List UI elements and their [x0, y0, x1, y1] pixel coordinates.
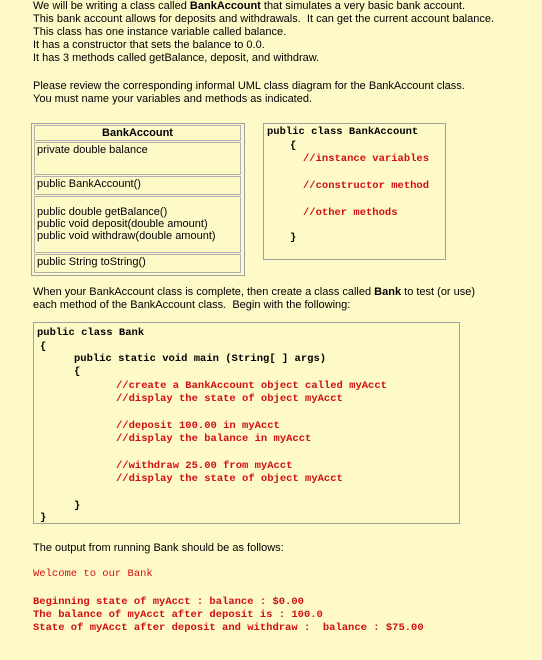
code-close-brace: } — [40, 512, 47, 524]
uml-tostring: public String toString() — [34, 254, 241, 273]
intro-line-4: It has a constructor that sets the balance to 0.0. — [33, 39, 265, 51]
code-main-open-brace: { — [74, 366, 81, 378]
intro-line-1 — [33, 0, 465, 13]
code-comment-instance-vars: //instance variables — [303, 153, 430, 165]
output-line-1: Beginning state of myAcct : balance : $0.00 — [33, 596, 304, 608]
output-line-2: The balance of myAcct after deposit is : 100.0 — [33, 609, 323, 621]
intro-line-5: It has 3 methods called getBalance, deposit, and withdraw. — [33, 52, 320, 64]
code-comment: //withdraw 25.00 from myAcct — [116, 460, 293, 472]
intro-line-2: This bank account allows for deposits and withdrawals. It can get the current account balance. — [33, 13, 495, 25]
code-comment: //deposit 100.00 in myAcct — [116, 420, 280, 432]
uml-constructor: public BankAccount() — [34, 176, 241, 195]
bankaccount-skeleton-code — [263, 123, 446, 260]
uml-class-diagram — [31, 123, 245, 276]
test-text: When your BankAccount class is complete, then create a class called — [33, 286, 375, 298]
uml-variables: private double balance — [34, 142, 241, 175]
uml-methods — [34, 196, 241, 253]
code-comment: //create a BankAccount object called myAcct — [116, 380, 387, 392]
code-comment: //display the state of object myAcct — [116, 473, 343, 485]
code-main-close-brace: } — [74, 500, 81, 512]
intro-line-3: This class has one instance variable called balance. — [33, 26, 287, 38]
code-open-brace: { — [290, 140, 297, 152]
review-line-1: Please review the corresponding informal UML class diagram for the BankAccount class. — [33, 80, 465, 92]
test-text: to test (or use) — [401, 286, 476, 298]
code-class-header: public class BankAccount — [267, 126, 419, 138]
uml-class-title: BankAccount — [34, 125, 241, 141]
output-welcome: Welcome to our Bank — [33, 568, 153, 580]
review-line-2: You must name your variables and methods as indicated. — [33, 93, 313, 105]
uml-method: public void deposit(double amount) — [37, 218, 208, 230]
test-line-1 — [33, 286, 475, 299]
code-open-brace: { — [40, 341, 47, 353]
code-main-signature: public static void main (String[ ] args) — [74, 353, 327, 365]
intro-text: We will be writing a class called — [33, 0, 190, 12]
uml-method: public double getBalance() — [37, 206, 168, 218]
code-close-brace: } — [290, 232, 297, 244]
code-comment-other-methods: //other methods — [303, 207, 398, 219]
code-comment: //display the state of object myAcct — [116, 393, 343, 405]
output-line-3: State of myAcct after deposit and withdraw : balance : $75.00 — [33, 622, 424, 634]
test-line-2: each method of the BankAccount class. Begin with the following: — [33, 299, 351, 311]
bank-class-code — [33, 322, 460, 524]
code-comment: //display the balance in myAcct — [116, 433, 312, 445]
code-class-header: public class Bank — [37, 327, 145, 339]
class-name-bank: Bank — [374, 286, 402, 298]
uml-method: public void withdraw(double amount) — [37, 230, 216, 242]
output-intro: The output from running Bank should be as follows: — [33, 542, 284, 554]
intro-text: that simulates a very basic bank account. — [260, 0, 466, 12]
class-name-bankaccount: BankAccount — [189, 0, 261, 12]
code-comment-constructor: //constructor method — [303, 180, 430, 192]
